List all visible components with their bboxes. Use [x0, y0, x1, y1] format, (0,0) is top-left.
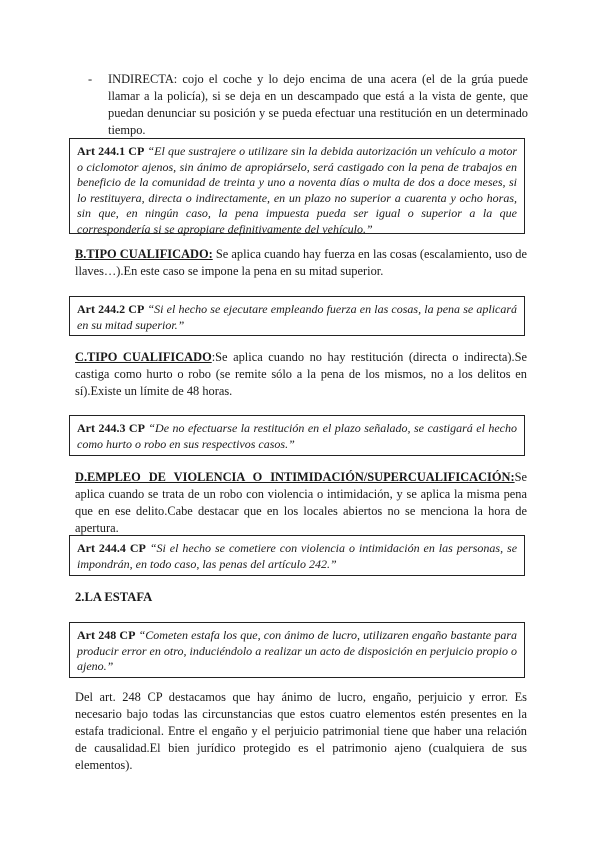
section-b-paragraph [75, 246, 527, 280]
bullet-dash: - [88, 72, 93, 86]
section-b-heading: B.TIPO CUALIFICADO: [75, 247, 213, 261]
section-c-heading: C.TIPO CUALIFICADO [75, 350, 212, 364]
section-c-text: :Se aplica cuando no hay restitución (directa o indirecta).Se castiga como hurto o robo (se remite sólo a la pena de los mismos, no a los delitos en sí).Existe un límite de 48 horas. [75, 350, 527, 398]
article-quote: “El que sustrajere o utilizare sin la debida autorización un vehículo a motor o ciclomotor ajenos, sin ánimo de apropiárselo, será castigado con la pena de trabajos en beneficio de la comunidad de treinta y uno a noventa días o multa de dos a doce meses, si lo restituyera, directa o indirectamente, en un plazo no superior a cuarenta y ocho horas, sin que, en ningún caso, la pena impuesta pueda ser igual o superior a la que correspondería si se apropiare definitivamente del vehículo.” [77, 144, 518, 236]
article-box-244-3 [69, 415, 525, 456]
article-box-248 [69, 622, 525, 678]
article-quote: “Si el hecho se ejecutare empleando fuerza en las cosas, la pena se aplicará en su mitad superior.” [77, 302, 518, 332]
bullet-text: INDIRECTA: cojo el coche y lo dejo encima de una acera (el de la grúa puede llamar a la policía), si se deja en un descampado que está a la vista de gente, que puedan denunciar su posición y se pueda efectuar una restitución en un determinado tiempo. [108, 72, 528, 137]
section-b-text: Se aplica cuando hay fuerza en las cosas (escalamiento, uso de llaves…).En este caso se impone la pena en su mitad superior. [75, 247, 528, 278]
article-quote: “Cometen estafa los que, con ánimo de lucro, utilizaren engaño bastante para producir error en otro, induciéndolo a realizar un acto de disposición en perjuicio propio o ajeno.” [77, 628, 518, 673]
article-ref: Art 244.4 CP [77, 541, 146, 555]
article-box-244-4 [69, 535, 525, 576]
article-ref: Art 248 CP [77, 628, 136, 642]
article-ref: Art 244.2 CP [77, 302, 145, 316]
section-2-title: 2.LA ESTAFA [75, 590, 153, 604]
article-quote: “Si el hecho se cometiere con violencia o intimidación en las personas, se impondrán, en todo caso, las penas del artículo 242.” [77, 541, 518, 571]
article-ref: Art 244.1 CP [77, 144, 145, 158]
article-box-244-2 [69, 296, 525, 336]
section-d-heading: D.EMPLEO DE VIOLENCIA O INTIMIDACIÓN/SUPERCUALIFICACIÓN: [75, 470, 515, 484]
article-box-244-1 [69, 138, 525, 234]
section-d-text: Se aplica cuando se trata de un robo con violencia o intimidación, y se aplica la misma pena que en ese delito.Cabe destacar que en los locales abiertos no se menciona la hora de apertura. [75, 470, 527, 535]
section-c-paragraph [75, 349, 527, 400]
final-paragraph: Del art. 248 CP destacamos que hay ánimo de lucro, engaño, perjuicio y error. Es necesario bajo todas las circunstancias que estos cuatro elementos estén presentes en la estafa tradicional. Entre el engaño y el perjuicio patrimonial tiene que haber una relación de causalidad.El bien jurídico protegido es el patrimonio ajeno (cualquiera de sus elementos). [75, 690, 527, 772]
article-quote: “De no efectuarse la restitución en el plazo señalado, se castigará el hecho como hurto o robo en sus respectivos casos.” [77, 421, 518, 451]
article-ref: Art 244.3 CP [77, 421, 145, 435]
section-d-paragraph [75, 469, 527, 537]
